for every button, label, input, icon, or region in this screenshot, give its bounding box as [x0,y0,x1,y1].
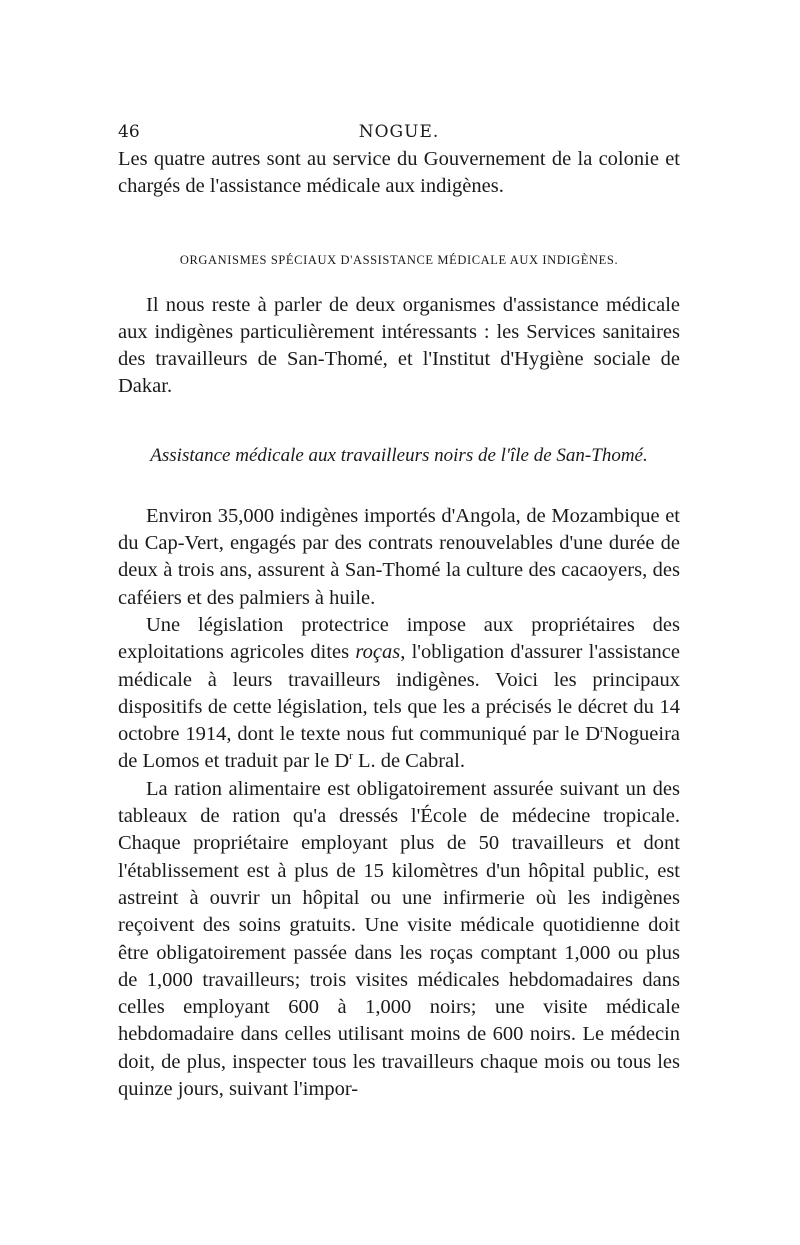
running-title: NOGUE. [358,122,440,142]
text-run: Une législation protectrice impose aux propriétaires des exploitations agricoles dites [118,613,680,664]
subsection-heading: Assistance médicale aux travailleurs noirs de l'île de San-Thomé. [150,444,648,466]
book-page [118,118,680,1103]
paragraph-ration: La ration alimentaire est obligatoirement assurée suivant un des tableaux de ration qu'a dressés l'École de médecine tropicale. Chaque propriétaire employant plus de 50 travailleurs et dont l'établissement est à plus de 15 kilomètres d'un hôpital public, est astreint à ouvrir un hôpital ou une infirmerie où les indigènes reçoivent des soins gratuits. Une visite médicale quotidienne doit être obligatoirement passée dans les roças comptant 1,000 ou plus de 1,000 travailleurs; trois visites médicales hebdomadaires dans celles employant 600 à 1,000 noirs; une visite médicale hebdomadaire dans celles utilisant moins de 600 noirs. Le médecin doit, de plus, inspecter tous les travailleurs chaque mois ou tous les quinze jours, suivant l'impor- [118,777,680,1101]
paragraph-legislation [118,612,680,776]
page-number: 46 [118,122,140,142]
superscript: r [600,723,604,736]
running-head [118,118,680,146]
text-run: Nogueira de Lomos et traduit par le D [118,723,680,773]
section-heading: ORGANISMES SPÉCIAUX D'ASSISTANCE MÉDICALE AUX INDIGÈNES. [179,252,619,267]
text-run: , l'obligation d'assurer l'assistance médicale à leurs travailleurs indigènes. Voici les principaux dispositifs de cette législation, tels que les a précisés le décret du 14 octobre 1914, dont le texte nous fut communiqué par le D [118,641,680,746]
paragraph-population: Environ 35,000 indigènes importés d'Angola, de Mozambique et du Cap-Vert, engagés par des contrats renouvelables d'une durée de deux à trois ans, assurent à San-Thomé la culture des cacaoyers, des caféiers et des palmiers à huile. [118,504,680,609]
paragraph-intro-organismes: Il nous reste à parler de deux organismes d'assistance médicale aux indigènes particulièrement intéressants : les Services sanitaires des travailleurs de San-Thomé, et l'Institut d'Hygiène sociale de Dakar. [118,293,680,398]
superscript: r [349,750,353,763]
text-run: L. de Cabral. [352,750,465,773]
paragraph-continuation: Les quatre autres sont au service du Gouvernement de la colonie et chargés de l'assistance médicale aux indigènes. [118,148,680,198]
italic-term: roças [355,641,401,664]
